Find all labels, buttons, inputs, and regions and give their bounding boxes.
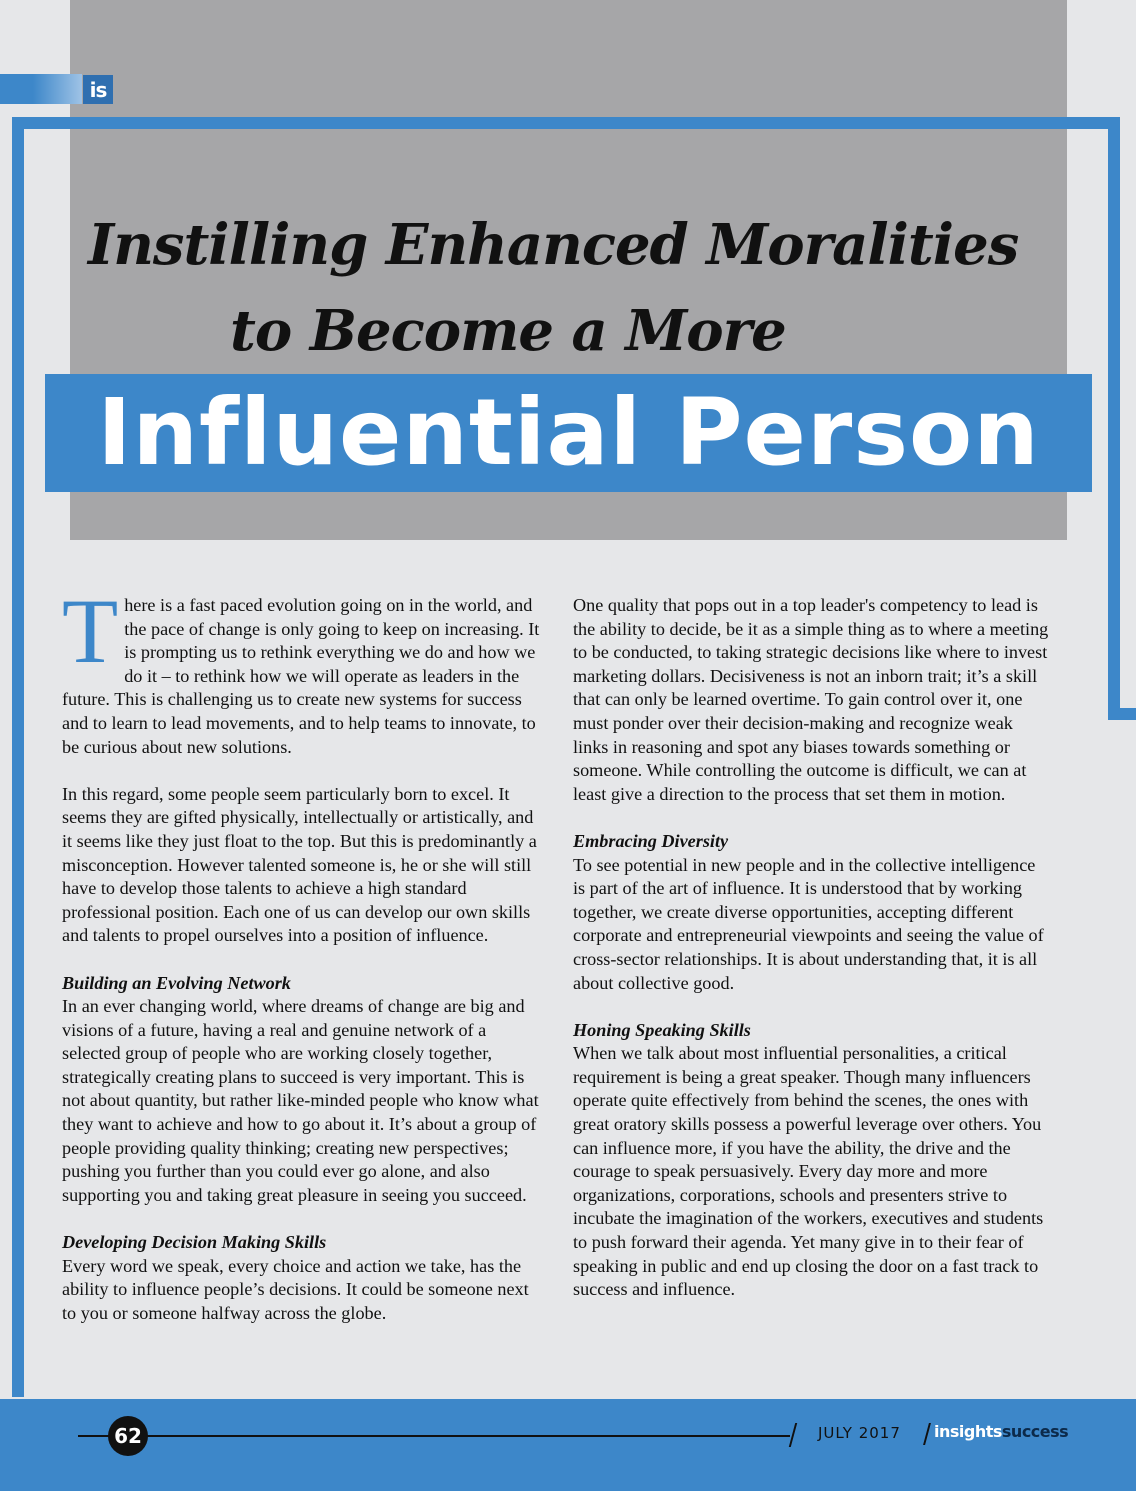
paragraph: In this regard, some people seem particularly born to excel. It seems they are gifted physically, intellectually or artistically, and it seems like they just float to the top. But this is predominantly a misconception. However talented someone is, he or she will still have to develop those talents to achieve a high standard professional position. Each one of us can develop our own skills and talents to propel ourselves into a position of influence. [62,783,537,946]
section-heading: Embracing Diversity [573,830,729,851]
frame-right-foot [1108,708,1136,720]
frame-left-bar [12,117,24,1397]
intro-paragraph [62,580,540,759]
title-band [45,374,1092,492]
section-heading: Building an Evolving Network [62,972,291,993]
intro-text: here is a fast paced evolution going on in the world, and the pace of change is only going to keep on increasing. It is prompting us to rethink everything we do and how we do it – to rethink how we will operate as leaders in the future. This is challenging us to create new systems for success and to learn to lead movements, and to help teams to innovate, to be curious about new solutions. [62,595,540,757]
logo-success-text: success [1001,1422,1069,1441]
magazine-logo-icon [83,75,113,104]
paragraph: To see potential in new people and in the collective intelligence is part of the art of influence. It is understood that by working together, we create diverse opportunities, accepting different corporate and entrepreneurial viewpoints and seeing the value of cross-sector relationships. It is about understanding that, it is all about collective good. [573,854,1044,993]
section-heading: Honing Speaking Skills [573,1019,751,1040]
page-number: 62 [108,1416,148,1456]
issue-date: JULY 2017 [818,1424,901,1442]
headline-line1: Instilling Enhanced Moralities [88,212,1019,278]
page-title: Influential Person [97,379,1040,486]
article-column-left [62,580,540,1349]
section-heading: Developing Decision Making Skills [62,1232,327,1253]
headline-line2: to Become a More [230,298,786,364]
footer-rule [78,1435,790,1437]
corner-accent-strip [0,74,82,104]
frame-top-bar [12,117,1120,129]
paragraph: In an ever changing world, where dreams of change are big and visions of a future, having a real and genuine network of a selected group of people who are working closely together, strategically creating plans to succeed is very important. This is not about quantity, but rather like-minded people who know what they want to achieve and how to go about it. It’s about a group of people providing quality thinking; creating new perspectives; pushing you further than you could ever go alone, and also supporting you and taking great pleasure in seeing you succeed. [62,996,539,1205]
footer-bar [0,1399,1136,1491]
frame-right-bar [1108,117,1120,720]
paragraph: Every word we speak, every choice and action we take, has the ability to influence people’s decisions. It could be someone next to you or someone halfway across the globe. [62,1255,529,1323]
article-column-right [573,594,1051,1325]
corner-logo-text: is [89,77,107,102]
paragraph: When we talk about most influential personalities, a critical requirement is being a great speaker. Though many influencers operate quite effectively from behind the scenes, the ones with great oratory skills possess a powerful leverage over others. You can influence more, if you have the ability, the drive and the courage to speak persuasively. Every day more and more organizations, corporations, schools and presenters strive to incubate the imagination of the workers, executives and students to push forward their agenda. Yet many give in to their fear of speaking in public and end up closing the door on a fast track to success and influence. [573,1043,1044,1300]
paragraph: One quality that pops out in a top leader's competency to lead is the ability to decide, be it as a simple thing as to where a meeting to be conducted, to taking strategic decisions like where to invest marketing dollars. Decisiveness is not an inborn trait; it’s a skill that can only be learned overtime. To gain control over it, one must ponder over their decision-making and recognize weak links in reasoning and spot any biases towards something or someone. While controlling the outcome is difficult, we can at least give a direction to the process that set them in motion. [573,595,1049,804]
drop-cap: T [62,580,119,682]
logo-insights-text: insights [934,1422,1002,1441]
publication-logo [934,1422,1068,1441]
